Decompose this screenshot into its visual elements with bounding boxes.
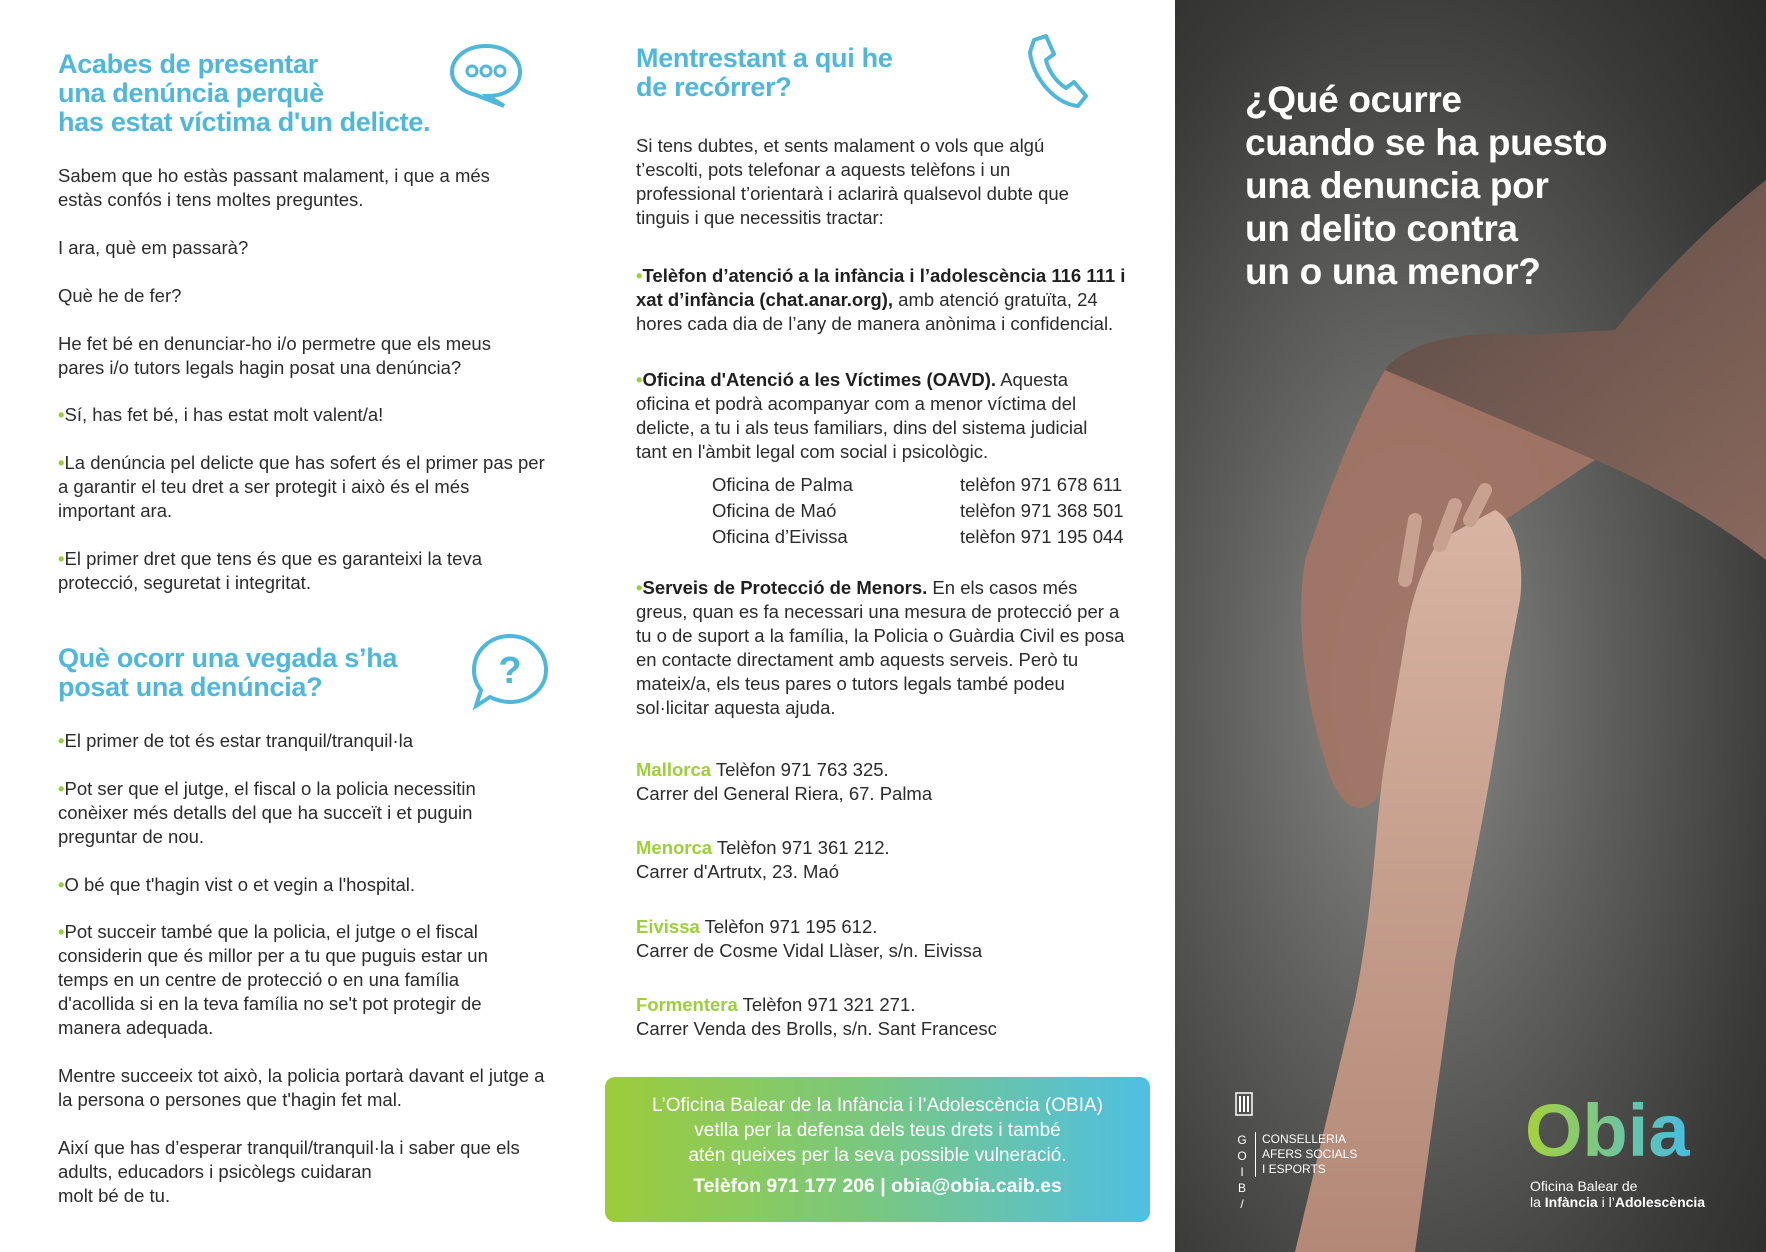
bullet-text: El primer de tot és estar tranquil/tranquil·la <box>64 730 414 751</box>
bullet-item <box>58 451 546 523</box>
title-line: un delito contra <box>1245 208 1518 249</box>
office-phone: telèfon 971 368 501 <box>960 500 1124 521</box>
cover-photo-panel <box>1175 0 1766 1252</box>
bullet-item <box>58 547 518 595</box>
chat-bubble-icon <box>446 40 526 110</box>
paragraph-text: Mentre succeeix tot això, la policia portarà davant el jutge a la persona o persones que t'hagin fet mal. <box>58 1065 545 1110</box>
cover-title <box>1245 78 1685 293</box>
island-address: Carrer del General Riera, 67. Palma <box>636 783 933 804</box>
obia-contact: Telèfon 971 177 206 | obia@obia.caib.es <box>693 1175 1062 1197</box>
goib-letter: G <box>1237 1133 1247 1147</box>
office-phone: telèfon 971 195 044 <box>960 526 1124 547</box>
svg-text:?: ? <box>498 650 522 692</box>
text-line: atén queixes per la seva possible vulneració. <box>688 1145 1067 1166</box>
text-line: L’Oficina Balear de la Infància i l’Adolescència (OBIA) <box>652 1095 1103 1116</box>
bullet-item <box>58 403 538 427</box>
goib-emblem-icon <box>1235 1092 1253 1120</box>
text-fragment: la <box>1530 1194 1545 1210</box>
bullet-text: Pot succeir també que la policia, el jutge o el fiscal considerin que és millor per a tu que puguis estar un temps en un centre de protecció o en una família d'acollida si en la teva família no se't pot protegir de manera adequada. <box>58 921 488 1038</box>
service-item <box>636 576 1126 720</box>
bullet-item <box>58 873 538 897</box>
office-list <box>712 472 1132 552</box>
text-line: I ESPORTS <box>1262 1162 1326 1176</box>
bullet-item <box>58 729 538 753</box>
bullet-item <box>58 920 518 1040</box>
island-name: Formentera <box>636 994 738 1015</box>
heading-line: Mentrestant a qui he <box>636 43 893 73</box>
heading-denuncia <box>58 50 430 137</box>
island-phone: Telèfon 971 763 325. <box>711 759 889 780</box>
obia-info-text <box>605 1093 1150 1168</box>
text-line: adults, educadors i psicòlegs cuidaran <box>58 1161 372 1182</box>
service-desc: Aquesta oficina et podrà acompanyar com a menor víctima del delicte, a tu i als teus familiars, dins del sistema judicial tant en l'àmbit legal com social i psicològic. <box>636 369 1088 462</box>
text-fragment: Adolescència <box>1614 1194 1706 1210</box>
text-fragment: i l’ <box>1597 1194 1615 1210</box>
heading-line: has estat víctima d'un delicte. <box>58 107 431 137</box>
island-contact <box>636 915 1116 963</box>
island-address: Carrer Venda des Brolls, s/n. Sant Francesc <box>636 1018 997 1039</box>
heading-line: una denúncia perquè <box>58 78 324 108</box>
bullet-text: La denúncia pel delicte que has sofert és el primer pas per a garantir el teu dret a ser protegit i això és el més important ara. <box>58 452 545 521</box>
obia-logo <box>1525 1092 1725 1172</box>
service-item <box>636 264 1126 336</box>
island-name: Eivissa <box>636 916 700 937</box>
conselleria-name <box>1255 1132 1402 1177</box>
goib-letter: I <box>1240 1165 1244 1179</box>
island-address: Carrer de Cosme Vidal Llàser, s/n. Eivissa <box>636 940 983 961</box>
text-line: vetlla per la defensa dels teus drets i també <box>694 1120 1061 1141</box>
text-fragment: Infància <box>1544 1194 1598 1210</box>
island-name: Menorca <box>636 837 713 858</box>
bullet-text: Pot ser que el jutge, el fiscal o la policia necessitin conèixer més detalls del que ha succeït i et puguin preguntar de nou. <box>58 778 476 847</box>
goib-letter: / <box>1240 1197 1244 1211</box>
heading-line: Què ocorr una vegada s’ha <box>58 643 398 673</box>
goib-letter: B <box>1237 1181 1246 1195</box>
office-name: Oficina de Palma <box>712 474 853 495</box>
office-name: Oficina d’Eivissa <box>712 526 848 547</box>
bullet-item <box>58 777 508 849</box>
text-line: Oficina Balear de <box>1530 1178 1638 1194</box>
phone-icon <box>1024 32 1090 110</box>
obia-full-name <box>1530 1178 1705 1210</box>
title-line: una denuncia por <box>1245 165 1549 206</box>
heading-mentrestant <box>636 44 893 102</box>
island-phone: Telèfon 971 321 271. <box>737 994 916 1015</box>
heading-line: de recórrer? <box>636 72 792 102</box>
question-text: He fet bé en denunciar-ho i/o permetre que els meus pares i/o tutors legals hagin posat una denúncia? <box>58 333 491 378</box>
intro-text: Si tens dubtes, et sents malament o vols que algú t’escolti, pots telefonar a aquests telèfons i un professional t’orientarà i aclarirà qualsevol dubte que tinguis i que necessitis tractar: <box>636 135 1069 228</box>
title-line: cuando se ha puesto <box>1245 122 1608 163</box>
intro-text: Sabem que ho estàs passant malament, i que a més estàs confós i tens moltes preguntes. <box>58 165 490 210</box>
island-address: Carrer d'Artrutx, 23. Maó <box>636 861 839 882</box>
paragraph-text <box>58 1136 548 1208</box>
goib-logo <box>1235 1092 1358 1211</box>
bullet-text: O bé que t'hagin vist o et vegin a l'hospital. <box>64 874 416 895</box>
office-phone: telèfon 971 678 611 <box>960 474 1123 495</box>
heading-que-ocorr <box>58 644 397 702</box>
question-text: Què he de fer? <box>58 285 182 306</box>
service-title: Telèfon d’atenció a la infància i l’adolescència 116 111 i xat d’infància (chat.anar.org), <box>636 265 1126 310</box>
heading-line: Acabes de presentar <box>58 49 318 79</box>
obia-info-box <box>605 1077 1150 1222</box>
text-line: CONSELLERIA <box>1262 1132 1347 1146</box>
text-line: AFERS SOCIALS <box>1262 1147 1358 1161</box>
bullet-text: El primer dret que tens és que es garanteixi la teva protecció, seguretat i integritat. <box>58 548 482 593</box>
service-title: Oficina d'Atenció a les Víctimes (OAVD). <box>642 369 997 390</box>
question-bubble-icon <box>468 630 550 712</box>
island-phone: Telèfon 971 361 212. <box>712 837 890 858</box>
island-contact <box>636 758 1116 806</box>
island-name: Mallorca <box>636 759 712 780</box>
service-item <box>636 368 1116 464</box>
service-desc: amb atenció gratuïta, 24 hores cada dia de l’any de manera anònima i confidencial. <box>636 289 1114 334</box>
question-text: I ara, què em passarà? <box>58 237 249 258</box>
title-line: un o una menor? <box>1245 251 1541 292</box>
service-desc: En els casos més greus, quan es fa necessari una mesura de protecció per a tu o de suport a la família, la Policia o Guàrdia Civil es posa en contacte directament amb aquests serveis. Però tu mateix/a, els teus pares o tutors legals també podeu sol·licitar aquesta ajuda. <box>636 577 1125 718</box>
goib-letter: O <box>1237 1149 1247 1163</box>
service-title: Serveis de Protecció de Menors. <box>642 577 928 598</box>
island-contact <box>636 993 1116 1041</box>
obia-logo-text: Obia <box>1525 1092 1690 1172</box>
island-contact <box>636 836 1116 884</box>
heading-line: posat una denúncia? <box>58 672 323 702</box>
office-name: Oficina de Maó <box>712 500 837 521</box>
text-line: molt bé de tu. <box>58 1185 171 1206</box>
title-line: ¿Qué ocurre <box>1245 79 1462 120</box>
bullet-text: Sí, has fet bé, i has estat molt valent/a! <box>64 404 384 425</box>
island-phone: Telèfon 971 195 612. <box>699 916 878 937</box>
text-line: Així que has d’esperar tranquil/tranquil·la i saber que els <box>58 1137 520 1158</box>
goib-letters <box>1235 1132 1249 1212</box>
